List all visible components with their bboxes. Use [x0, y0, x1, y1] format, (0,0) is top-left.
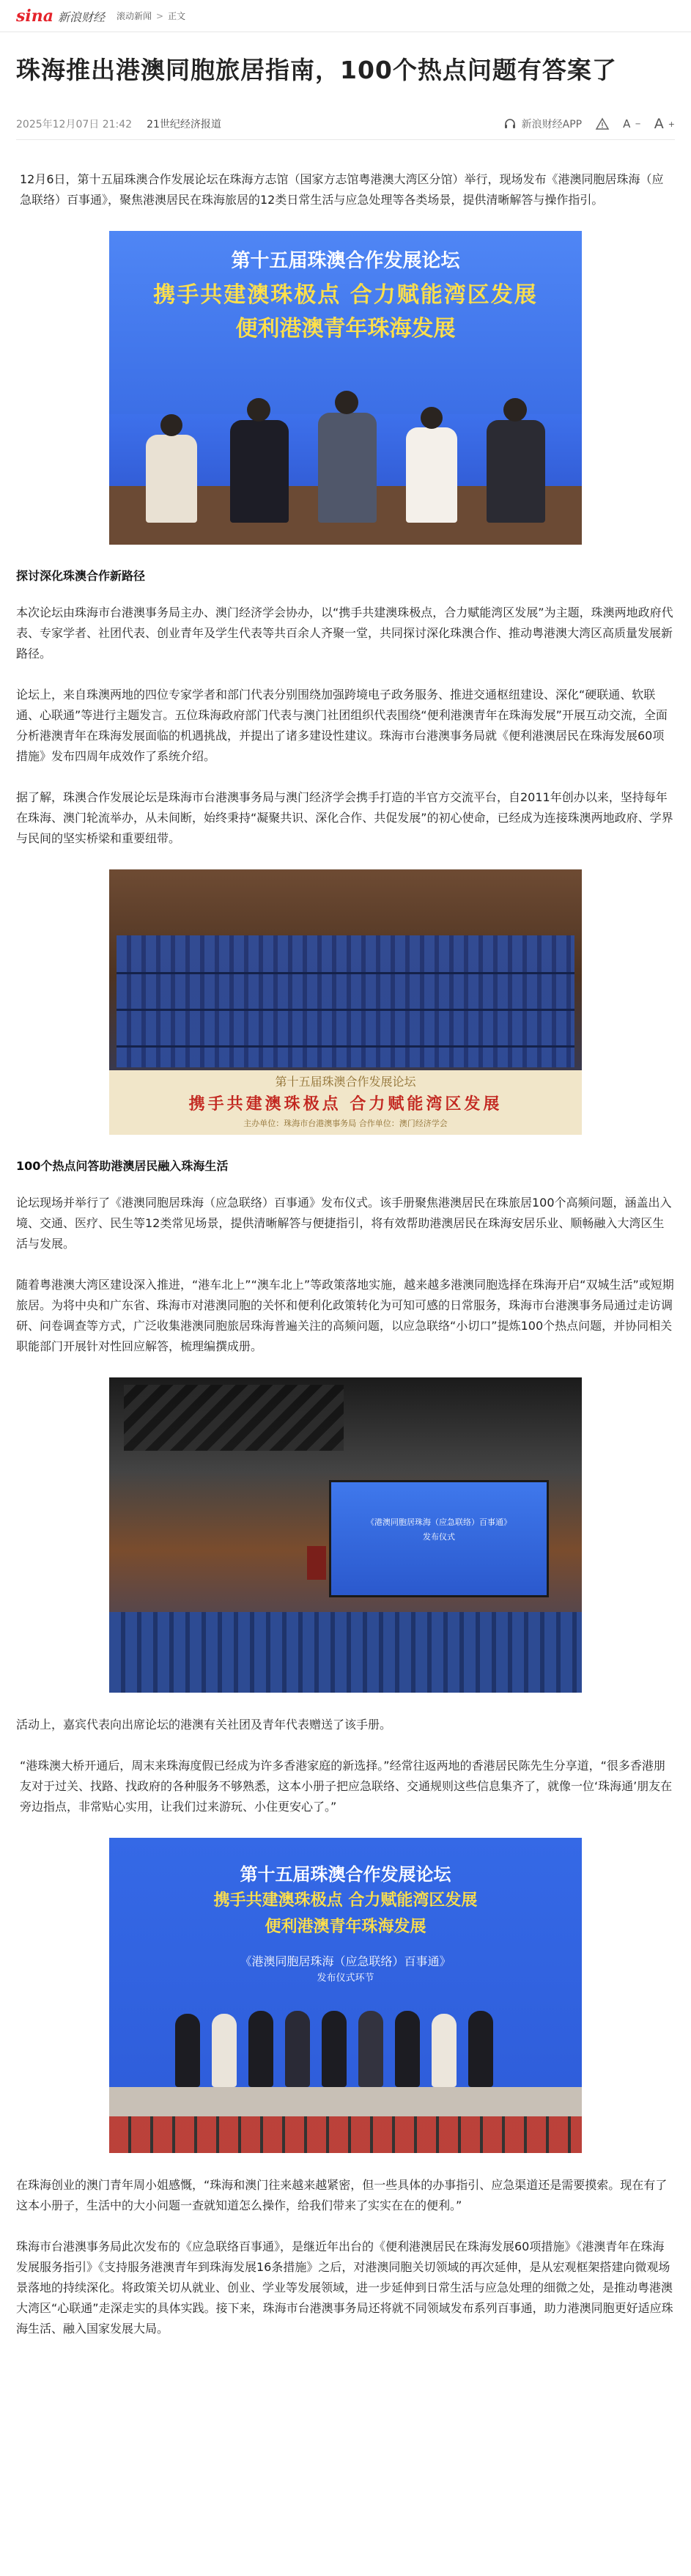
font-increase-button[interactable]: A +: [654, 116, 675, 133]
speaker-head: [421, 407, 443, 429]
guest-figure: [432, 2014, 457, 2087]
paragraph: 论坛现场并举行了《港澳同胞居珠海（应急联络）百事通》发布仪式。该手册聚焦港澳居民在珠旅居100个高频问题，涵盖出入境、交通、医疗、民生等12类常见场景，提供清晰解答与便捷指引，将有效帮助港澳居民在珠海安居乐业、顺畅融入大湾区生活与发展。: [16, 1195, 672, 1251]
backdrop-book-title: 《港澳同胞居珠海（应急联络）百事通》: [240, 1954, 451, 1968]
screen-subtitle: 发布仪式: [423, 1531, 455, 1542]
headphones-icon: [503, 117, 517, 131]
launch-ceremony-hall-photo: [109, 1377, 582, 1693]
breadcrumb-separator: >: [156, 10, 164, 21]
guest-figure: [395, 2011, 420, 2087]
paragraph: 活动上，嘉宾代表向出席论坛的港澳有关社团及青年代表赠送了该手册。: [16, 1717, 392, 1732]
speaker-figure: [146, 435, 197, 523]
app-label: 新浪财经APP: [521, 119, 583, 131]
paragraph: 随着粤港澳大湾区建设深入推进，“港车北上”“澳车北上”等政策落地实施，越来越多港澳同胞选择在珠海开启“双城生活”或短期旅居。为将中央和广东省、珠海市对港澳同胞的关怀和便利化政策转化为可知可感的日常服务，珠海市台港澳事务局通过走访调研、问卷调查等方式，广泛收集港澳同胞旅居珠海普遍关注的高频问题，以应急联络“小切口”提炼100个热点问题，并协同相关职能部门开展针对性回应解答，梳理编撰成册。: [16, 1277, 674, 1353]
page-bottom-spacer: [0, 2360, 691, 2363]
banner-subtheme: 便利港澳青年珠海发展: [235, 315, 456, 342]
backdrop-title: 第十五届珠澳合作发展论坛: [240, 1863, 451, 1885]
screen-title: 《港澳同胞居珠海（应急联络）百事通》: [366, 1517, 511, 1527]
article-meta: [16, 109, 675, 140]
seat-row: [117, 1045, 574, 1048]
seat-row: [117, 1009, 574, 1011]
speaker-figure: [487, 420, 545, 523]
article-source[interactable]: 21世纪经济报道: [147, 119, 221, 131]
font-small-label: A: [623, 117, 631, 131]
section-heading: 100个热点问答助港澳居民融入珠海生活: [16, 1158, 229, 1173]
backdrop-subtheme: 便利港澳青年珠海发展: [265, 1917, 426, 1936]
audience-seats: [109, 1612, 582, 1693]
speaker-head: [335, 391, 358, 414]
paragraph: 在珠海创业的澳门青年周小姐感慨，“珠海和澳门往来越来越紧密，但一些具体的办事指引、应急渠道还是需要摸索。现在有了这本小册子，生活中的大小问题一查就知道怎么操作，给我们带来了实实在在的便利。”: [16, 2177, 668, 2212]
breadcrumb-current: 正文: [168, 11, 186, 21]
backdrop-theme: 携手共建澳珠极点 合力赋能湾区发展: [188, 1094, 503, 1114]
report-icon[interactable]: [595, 117, 610, 131]
ceiling-lights: [124, 1385, 344, 1451]
guest-figure: [358, 2011, 383, 2087]
backdrop-organizers: 主办单位：珠海市台港澳事务局 合作单位：澳门经济学会: [243, 1118, 448, 1128]
logo-text: sina: [16, 6, 53, 26]
paragraph: 12月6日，第十五届珠澳合作发展论坛在珠海方志馆（国家方志馆粤港澳大湾区分馆）举行，现场发布《港澳同胞居珠海（应急联络）百事通》，聚焦港澳居民在珠海旅居的12类日常生活与应急处理等各类场景，提供清晰解答与操作指引。: [20, 172, 664, 207]
guest-figure: [175, 2014, 200, 2087]
speaker-head: [247, 398, 270, 422]
font-decrease-button[interactable]: A −: [623, 117, 641, 131]
speaker-figure: [230, 420, 289, 523]
listen-app-button[interactable]: [503, 117, 582, 131]
speaker-figure: [406, 427, 457, 523]
speaker-head: [160, 414, 182, 436]
banner-title: 第十五届珠澳合作发展论坛: [231, 249, 460, 272]
podium: [307, 1546, 326, 1580]
article-body: [0, 140, 691, 2363]
seat-row: [117, 972, 574, 974]
paragraph: 珠海市台港澳事务局此次发布的《应急联络百事通》，是继近年出台的《便利港澳居民在珠海发展60项措施》《港澳青年在珠海发展服务指引》《支持服务港澳青年到珠海发展16条措施》之后，对港澳同胞关切领域的再次延伸，是从宏观框架搭建向微观场景落地的持续深化。将政策关切从就业、创业、学业等发展领域，进一步延伸到日常生活与应急处理的细微之处，是推动粤港澳大湾区“心联通”走深走实的具体实践。接下来，珠海市台港澳事务局还将就不同领域发布系列百事通，助力港澳同胞更好适应珠海生活、融入国家发展大局。: [16, 2239, 673, 2336]
front-row-seats: [109, 2116, 582, 2153]
font-large-label: A: [654, 116, 664, 133]
paragraph: 论坛上，来自珠澳两地的四位专家学者和部门代表分别围绕加强跨境电子政务服务、推进交通枢纽建设、深化“硬联通、软联通、心联通”等进行主题发言。五位珠海政府部门代表与澳门社团组织代表围绕“便利港澳青年在珠海发展”开展互动交流，全面分析港澳青年在珠海发展面临的机遇挑战，并提出了诸多建设性建议。珠海市台港澳事务局就《便利港澳居民在珠海发展60项措施》发布四周年成效作了系统介绍。: [16, 687, 668, 763]
guest-figure: [248, 2011, 273, 2087]
forum-stage-photo: [109, 231, 582, 545]
speaker-figure: [318, 413, 377, 523]
article-tools: [503, 116, 675, 132]
forum-audience-photo: [109, 869, 582, 1135]
publish-time: 2025年12月07日 21:42: [16, 119, 133, 131]
breadcrumb-rolling-news[interactable]: 滚动新闻: [117, 11, 152, 21]
paragraph: 据了解，珠澳合作发展论坛是珠海市台港澳事务局与澳门经济学会携手打造的半官方交流平台，自2011年创办以来，坚持每年在珠海、澳门轮流举办，从未间断，始终秉持“凝聚共识、深化合作、共促发展”的初心使命，已经成为连接珠澳两地政府、学界与民间的坚实桥梁和重要纽带。: [16, 790, 673, 845]
paragraph: 本次论坛由珠海市台港澳事务局主办、澳门经济学会协办，以“携手共建澳珠极点，合力赋能湾区发展”为主题，珠澳两地政府代表、专家学者、社团代表、创业青年及学生代表等共百余人齐聚一堂，共同探讨深化珠澳合作、推动粤港澳大湾区高质量发展新路径。: [16, 605, 673, 660]
backdrop-title: 第十五届珠澳合作发展论坛: [275, 1074, 416, 1089]
paragraph: “港珠澳大桥开通后，周末来珠海度假已经成为许多香港家庭的新选择。”经常往返两地的香港居民陈先生分享道，“很多香港朋友对于过关、找路、找政府的各种服务不够熟悉，这本小册子把应急联络、交通规则这些信息集齐了，就像一位‘珠海通’朋友在旁边指点，非常贴心实用，让我们过来游玩、小住更安心了。”: [20, 1758, 673, 1814]
guest-figure: [468, 2011, 493, 2087]
top-nav-bar: [0, 0, 691, 32]
backdrop-segment: 发布仪式环节: [317, 1972, 374, 1984]
sina-finance-logo[interactable]: [16, 7, 105, 26]
projection-screen: [329, 1480, 549, 1597]
logo-subtitle: 新浪财经: [58, 10, 106, 24]
guest-figure: [322, 2011, 347, 2087]
backdrop-theme: 携手共建澳珠极点 合力赋能湾区发展: [213, 1891, 478, 1910]
breadcrumb: [117, 10, 185, 22]
banner-theme: 携手共建澳珠极点 合力赋能湾区发展: [153, 281, 538, 308]
speaker-head: [503, 398, 527, 422]
article-title: 珠海推出港澳同胞旅居指南，100个热点问题有答案了: [16, 56, 617, 84]
group-photo: [109, 1838, 582, 2153]
audience-seats: [117, 935, 574, 1067]
guest-figure: [212, 2014, 237, 2087]
guest-figure: [285, 2011, 310, 2087]
section-heading: 探讨深化珠澳合作新路径: [16, 568, 146, 583]
